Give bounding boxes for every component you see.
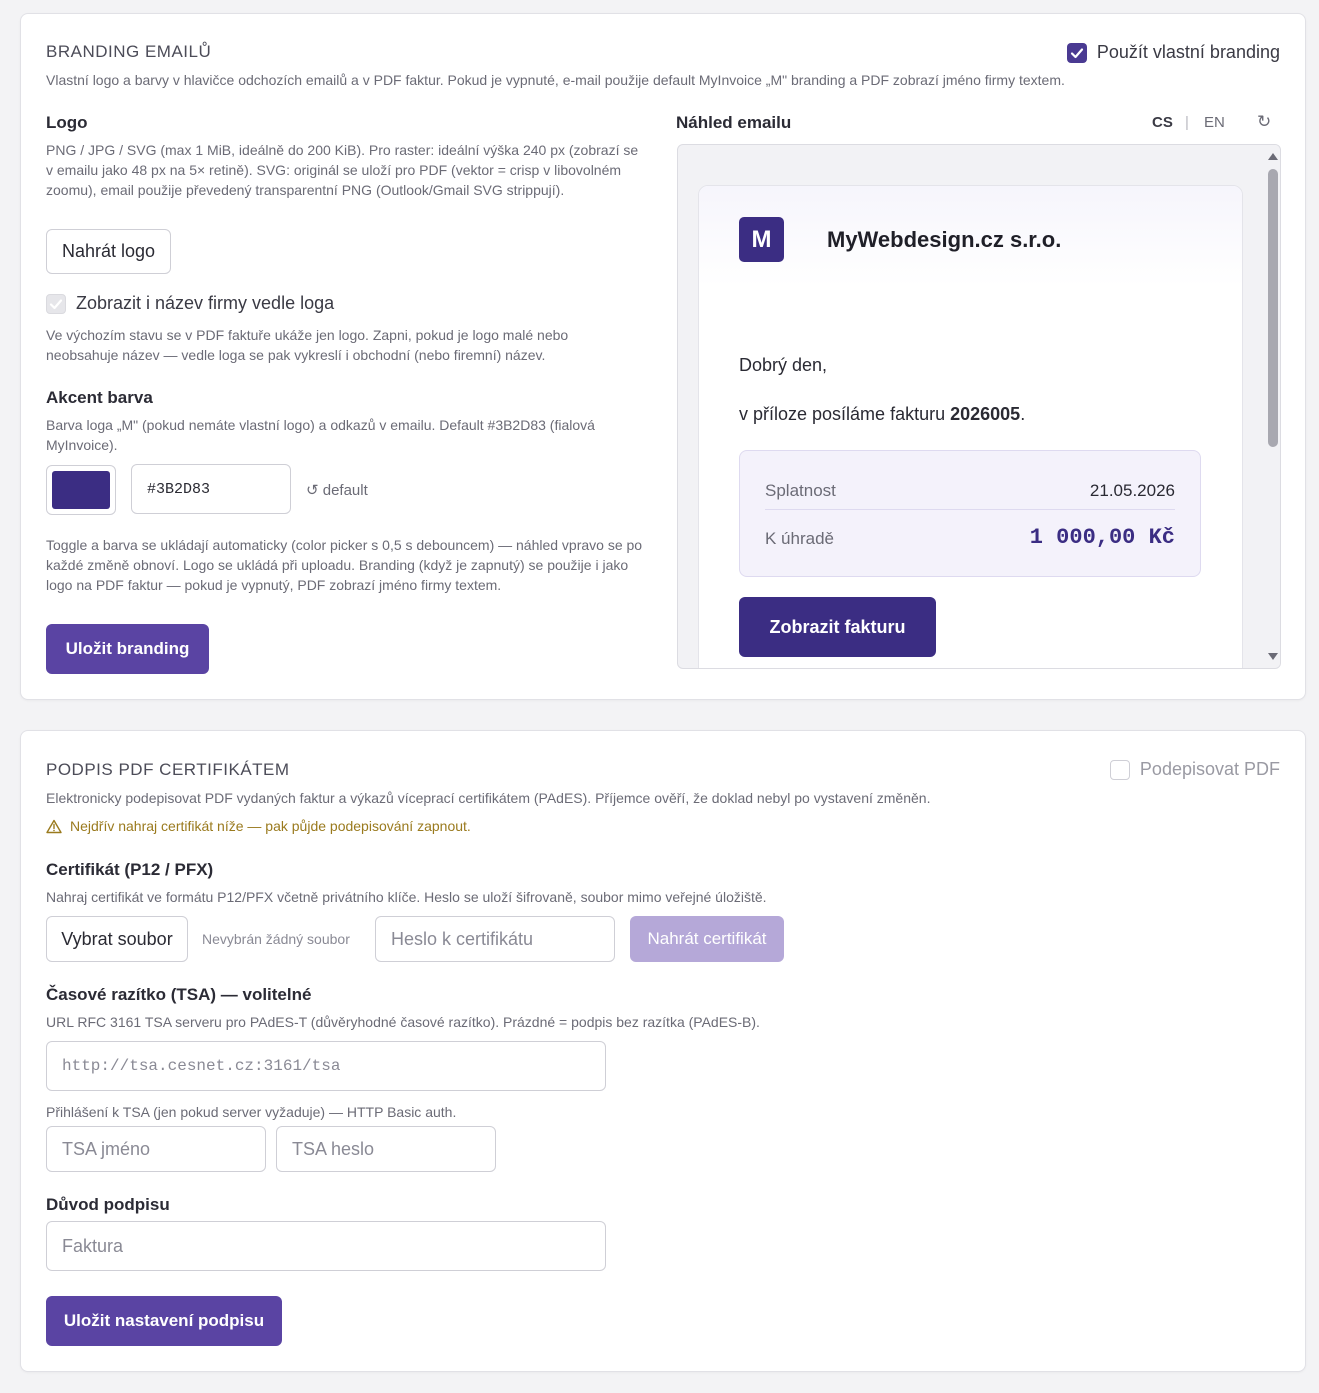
- certificate-warning-text: Nejdřív nahraj certifikát níže — pak půjde podepisování zapnout.: [70, 818, 471, 834]
- scroll-down-icon[interactable]: [1268, 653, 1278, 660]
- certificate-description: Nahraj certifikát ve formátu P12/PFX včetně privátního klíče. Heslo se uloží šifrovaně, soubor mimo veřejné úložiště.: [46, 889, 767, 905]
- save-branding-button[interactable]: Uložit branding: [46, 624, 209, 674]
- email-preview-label: Náhled emailu: [676, 113, 792, 132]
- upload-logo-button[interactable]: Nahrát logo: [46, 229, 171, 274]
- scroll-up-icon[interactable]: [1268, 153, 1278, 160]
- show-company-name-description: Ve výchozím stavu se v PDF faktuře ukáže jen logo. Zapni, pokud je logo malé nebo neobsahuje název — vedle loga se pak vykreslí i obchodní (nebo firemní) název.: [46, 327, 569, 363]
- no-file-selected-text: Nevybrán žádný soubor: [202, 931, 350, 947]
- due-date-label: Splatnost: [765, 481, 836, 500]
- use-custom-branding-toggle[interactable]: [1067, 42, 1280, 63]
- lang-en-button[interactable]: EN: [1204, 114, 1225, 131]
- lang-cs-button[interactable]: CS: [1152, 114, 1173, 131]
- accent-color-picker[interactable]: [46, 465, 116, 515]
- show-company-name-label: Zobrazit i název firmy vedle loga: [76, 293, 335, 313]
- lang-separator: |: [1185, 114, 1189, 131]
- brand-logo-mark: M: [739, 217, 784, 262]
- choose-file-button[interactable]: Vybrat soubor: [46, 916, 188, 962]
- tsa-description: URL RFC 3161 TSA serveru pro PAdES-T (důvěryhodné časové razítko). Prázdné = podpis bez razítka (PAdES-B).: [46, 1014, 760, 1030]
- signing-description: Elektronicky podepisovat PDF vydaných faktur a výkazů víceprací certifikátem (PAdES). Příjemce ověří, že doklad nebyl po vystavení změněn.: [46, 790, 931, 806]
- email-invoice-number: 2026005: [950, 404, 1021, 424]
- check-icon: [49, 297, 63, 311]
- use-custom-branding-checkbox[interactable]: [1067, 43, 1087, 63]
- use-custom-branding-label: Použít vlastní branding: [1096, 42, 1280, 62]
- view-invoice-button[interactable]: Zobrazit fakturu: [739, 597, 936, 657]
- signing-reason-input[interactable]: [46, 1221, 606, 1271]
- branding-section-title: BRANDING EMAILŮ: [46, 42, 212, 61]
- upload-certificate-button[interactable]: Nahrát certifikát: [630, 916, 784, 962]
- tsa-auth-description: Přihlášení k TSA (jen pokud server vyžaduje) — HTTP Basic auth.: [46, 1104, 457, 1120]
- save-signing-settings-button[interactable]: Uložit nastavení podpisu: [46, 1296, 282, 1346]
- show-company-name-checkbox[interactable]: [46, 294, 66, 314]
- amount-due-label: K úhradě: [765, 529, 834, 548]
- warning-icon: [46, 819, 62, 834]
- show-company-name-toggle[interactable]: [46, 293, 334, 314]
- email-body-suffix: .: [1020, 404, 1026, 424]
- signing-section-title: PODPIS PDF CERTIFIKÁTEM: [46, 760, 290, 779]
- tsa-label: Časové razítko (TSA) — volitelné: [46, 985, 312, 1004]
- accent-reset-default-link[interactable]: ↺ default: [306, 482, 368, 499]
- tsa-url-input[interactable]: [46, 1041, 606, 1091]
- signing-reason-label: Důvod podpisu: [46, 1195, 170, 1214]
- accent-color-label: Akcent barva: [46, 388, 153, 407]
- tsa-username-input[interactable]: [46, 1126, 266, 1172]
- sign-pdf-toggle[interactable]: [1110, 759, 1280, 780]
- accent-color-description: Barva loga „M" (pokud nemáte vlastní logo) a odkazů v emailu. Default #3B2D83 (fialová MyInvoice).: [46, 417, 595, 453]
- email-preview-frame: [677, 144, 1281, 669]
- check-icon: [1070, 46, 1084, 60]
- accent-color-input[interactable]: [131, 464, 291, 514]
- logo-label: Logo: [46, 113, 88, 132]
- email-greeting: Dobrý den,: [739, 355, 828, 375]
- due-date-value: 21.05.2026: [1089, 481, 1175, 500]
- summary-divider: [765, 509, 1175, 510]
- email-preview-message: [698, 185, 1243, 669]
- branding-card: [20, 13, 1306, 700]
- autosave-note: Toggle a barva se ukládají automaticky (color picker s 0,5 s debouncem) — náhled vpravo se po každé změně obnoví. Logo se ukládá při uploadu. Branding (když je zapnutý) se použije i jako logo na PDF faktur — pokud je vypnutý, PDF zobrazí jméno firmy textem.: [46, 537, 643, 593]
- tsa-password-input[interactable]: [276, 1126, 496, 1172]
- certificate-label: Certifikát (P12 / PFX): [46, 860, 214, 879]
- certificate-password-input[interactable]: [375, 916, 615, 962]
- email-company-name: MyWebdesign.cz s.r.o.: [827, 227, 1062, 252]
- invoice-summary-box: [739, 450, 1201, 577]
- refresh-icon[interactable]: ↻: [1257, 112, 1272, 131]
- email-body-text: [739, 404, 1025, 425]
- sign-pdf-checkbox[interactable]: [1110, 760, 1130, 780]
- scrollbar-thumb[interactable]: [1268, 169, 1278, 447]
- preview-scrollbar[interactable]: [1264, 145, 1280, 668]
- sign-pdf-label: Podepisovat PDF: [1139, 759, 1280, 779]
- logo-description: PNG / JPG / SVG (max 1 MiB, ideálně do 200 KiB). Pro raster: ideální výška 240 px (zobrazí se v emailu jako 48 px na 5× retině). SVG: originál se uloží pro PDF (vektor = crisp v libovolném zoomu), email použije převedený transparentní PNG (Outlook/Gmail SVG strippují).: [46, 142, 639, 198]
- pdf-signing-card: [20, 730, 1306, 1372]
- branding-description: Vlastní logo a barvy v hlavičce odchozích emailů a v PDF faktur. Pokud je vypnuté, e-mail použije default MyInvoice „M" branding a PDF zobrazí jméno firmy textem.: [46, 72, 1065, 88]
- email-body-prefix: v příloze posíláme fakturu: [739, 404, 951, 424]
- accent-color-swatch: [52, 471, 110, 509]
- amount-due-value: 1 000,00 Kč: [1029, 525, 1175, 550]
- certificate-warning: [46, 818, 471, 834]
